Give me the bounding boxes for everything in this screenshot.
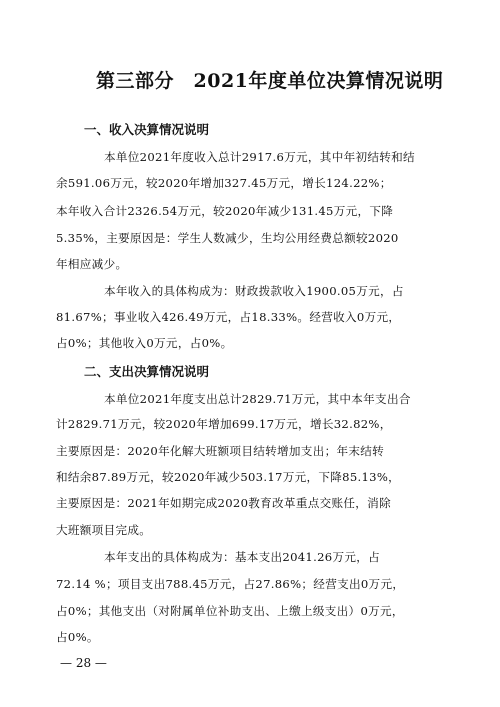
page-title: 第三部分 2021年度单位决算情况说明 bbox=[96, 70, 444, 92]
paragraph-line: 5.35%，主要原因是：学生人数减少，生均公用经费总额较2020 bbox=[56, 231, 399, 245]
paragraph-line: 年相应减少。 bbox=[56, 257, 128, 271]
section-heading-income: 一、收入决算情况说明 bbox=[84, 122, 210, 137]
paragraph-line: 81.67%；事业收入426.49万元，占18.33%。经营收入0万元， bbox=[56, 310, 401, 324]
page-number: — 28 — bbox=[60, 656, 107, 670]
paragraph-line: 本单位2021年度支出总计2829.71万元，其中本年支出合 bbox=[104, 392, 411, 406]
paragraph-line: 占0%；其他支出（对附属单位补助支出、上缴上级支出）0万元， bbox=[56, 604, 404, 618]
section-heading-expenditure: 二、支出决算情况说明 bbox=[84, 364, 210, 379]
paragraph-line: 本年收入合计2326.54万元，较2020年减少131.45万元，下降 bbox=[56, 204, 394, 218]
paragraph-line: 大班额项目完成。 bbox=[56, 523, 152, 537]
paragraph-line: 主要原因是：2021年如期完成2020教育改革重点交账任，消除 bbox=[56, 496, 391, 510]
paragraph-line: 和结余87.89万元，较2020年减少503.17万元，下降85.13%， bbox=[56, 470, 401, 484]
paragraph-line: 余591.06万元，较2020年增加327.45万元，增长124.22%； bbox=[56, 176, 392, 190]
paragraph-line: 72.14 %；项目支出788.45万元，占27.86%；经营支出0万元， bbox=[56, 577, 405, 591]
paragraph-line: 本单位2021年度收入总计2917.6万元，其中年初结转和结 bbox=[104, 150, 415, 164]
paragraph-line: 计2829.71万元，较2020年增加699.17万元，增长32.82%， bbox=[56, 417, 392, 431]
paragraph-line: 主要原因是：2020年化解大班额项目结转增加支出；年末结转 bbox=[56, 444, 385, 458]
paragraph-line: 占0%；其他收入0万元，占0%。 bbox=[56, 336, 233, 350]
paragraph-line: 本年支出的具体构成为：基本支出2041.26万元，占 bbox=[104, 550, 381, 564]
paragraph-line: 本年收入的具体构成为：财政拨款收入1900.05万元，占 bbox=[104, 284, 404, 298]
paragraph-line: 占0%。 bbox=[56, 630, 99, 644]
